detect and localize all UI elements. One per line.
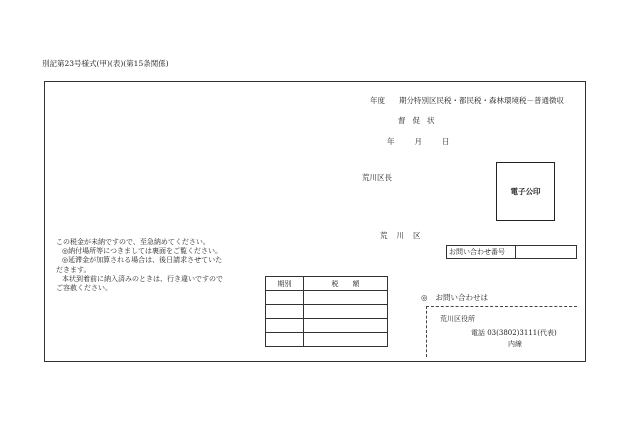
office-name: 荒川区役所	[440, 315, 475, 323]
notice-line: 本状到着前に納入済みのときは、行き違いですので	[62, 274, 223, 283]
contact-number-label: お問い合わせ番号	[447, 246, 516, 258]
table-row	[266, 305, 388, 319]
period-cell	[266, 305, 304, 319]
seal-label: 電子公印	[510, 187, 541, 196]
bullet-mark: ◎	[421, 293, 428, 302]
period-cell	[266, 333, 304, 347]
inquiry-heading	[421, 292, 488, 303]
fiscal-year-label: 年度	[370, 96, 385, 105]
contact-number-box	[446, 245, 577, 259]
period-cell	[266, 319, 304, 333]
table-row	[266, 333, 388, 347]
mayor-name: 荒川区長	[362, 173, 392, 182]
amount-cell	[304, 305, 388, 319]
amount-cell	[304, 291, 388, 305]
table-row	[266, 291, 388, 305]
inquiry-label: お問い合わせは	[435, 293, 489, 302]
document-title: 督促状	[398, 116, 442, 125]
period-header: 期別	[266, 277, 304, 291]
notice-line: この税金が未納ですので、至急納めてください。	[56, 238, 210, 246]
notice-line: ご容赦ください。	[56, 284, 112, 293]
office-extension: 内線	[508, 340, 522, 348]
office-phone: 電話 03(3802)3111(代表)	[471, 329, 557, 337]
tax-title-line	[370, 95, 564, 106]
period-cell	[266, 291, 304, 305]
form-reference: 別記第23号様式(甲)(表)(第15条関係)	[42, 59, 169, 68]
date-year: 年	[387, 137, 395, 146]
tax-amount-table	[265, 276, 388, 347]
contact-number-value	[516, 246, 576, 258]
table-header-row	[266, 277, 388, 291]
date-day: 日	[442, 137, 450, 146]
notice-line: だきます。	[56, 265, 91, 274]
table-row	[266, 319, 388, 333]
amount-header: 税 額	[304, 277, 388, 291]
issue-date	[387, 136, 470, 147]
amount-cell	[304, 319, 388, 333]
notice-line: ◎納付場所等につきましては裏面をご覧ください。	[62, 247, 222, 256]
notice-line: ◎延滞金が加算される場合は、後日請求させていた	[62, 256, 223, 265]
official-seal-box	[496, 162, 555, 221]
amount-cell	[304, 333, 388, 347]
payment-notice	[56, 238, 256, 293]
tax-title: 期分特別区民税・都民税・森林環境税－普通徴収	[399, 96, 564, 105]
date-month: 月	[414, 137, 422, 146]
ward-name: 荒川区	[380, 231, 430, 240]
